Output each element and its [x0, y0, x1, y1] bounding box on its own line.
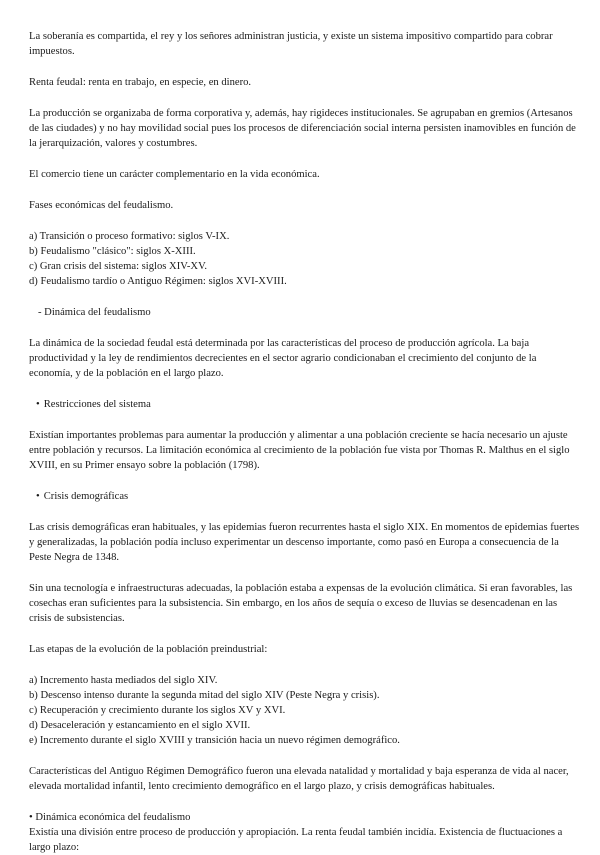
paragraph-feudal-dynamics: La dinámica de la sociedad feudal está determinada por las características del proceso de producción agrícola. La baja productividad y la ley de rendimientos decrecientes en el sector agrario condicionaban el crecimiento del conjunto de la economía, y de la población en el largo plazo. — [29, 338, 537, 379]
phases-list — [29, 229, 582, 289]
section-heading-text: Restricciones del sistema — [43, 399, 151, 410]
list-item: d) Desaceleración y estancamiento en el siglo XVII. — [29, 720, 251, 731]
list-item: d) Feudalismo tardío o Antiguo Régimen: siglos XVI-XVIII. — [29, 276, 287, 287]
list-item: c) Gran crisis del sistema: siglos XIV-XV. — [29, 261, 208, 272]
section-heading-text: Crisis demográficas — [43, 491, 129, 502]
paragraph-climate: Sin una tecnología e infraestructuras adecuadas, la población estaba a expensas de la evolución climática. Si eran favorables, las cosechas eran suficientes para la subsistencia. Sin embargo, en los años de sequía o exceso de lluvias se desencadenan en las crisis de subsistencias. — [29, 583, 573, 624]
paragraph-demographic-crises: Las crisis demográficas eran habituales, y las epidemias fueron recurrentes hasta el siglo XIX. En momentos de epidemias fuertes y generalizadas, la población podía incluso experimentar un descenso importante, como pasó en Europa a consecuencia de la Peste Negra de 1348. — [29, 522, 580, 563]
paragraph-production-division: Existía una división entre proceso de producción y apropiación. La renta feudal también incidía. Existencia de fluctuaciones a largo plazo: — [29, 827, 563, 853]
list-item: a) Transición o proceso formativo: siglos V-IX. — [29, 231, 230, 242]
list-item: e) Incremento durante el siglo XVIII y transición hacia un nuevo régimen demográfico. — [29, 735, 400, 746]
paragraph-commerce: El comercio tiene un carácter complementario en la vida económica. — [29, 169, 320, 180]
paragraph-feudal-rent: Renta feudal: renta en trabajo, en especie, en dinero. — [29, 77, 252, 88]
list-item: a) Incremento hasta mediados del siglo XIV. — [29, 675, 218, 686]
paragraph-phases-heading: Fases económicas del feudalismo. — [29, 200, 174, 211]
list-item: c) Recuperación y crecimiento durante los siglos XV y XVI. — [29, 705, 286, 716]
section-heading-economica: • Dinámica económica del feudalismo — [29, 812, 191, 823]
list-item: b) Descenso intenso durante la segunda mitad del siglo XIV (Peste Negra y crisis). — [29, 690, 380, 701]
bullet-icon: • — [36, 491, 40, 502]
paragraph-restrictions: Existían importantes problemas para aumentar la producción y alimentar a una población creciente se hacía necesario un ajuste entre población y recursos. La limitación económica al crecimiento de la población fue vista por Thomas R. Malthus en el siglo XVIII, en su Primer ensayo sobre la población (1798). — [29, 430, 570, 471]
paragraph-sovereignty: La soberanía es compartida, el rey y los señores administran justicia, y existe un sistema impositivo compartido para cobrar impuestos. — [29, 31, 553, 57]
bullet-icon: • — [36, 399, 40, 410]
stages-list — [29, 673, 582, 748]
paragraph-stages-heading: Las etapas de la evolución de la población preindustrial: — [29, 644, 268, 655]
section-heading-dinamica: - Dinámica del feudalismo — [38, 307, 151, 318]
section-heading-crisis — [29, 489, 582, 504]
section-heading-restricciones — [29, 397, 582, 412]
paragraph-old-regime: Características del Antiguo Régimen Demográfico fueron una elevada natalidad y mortalidad y baja esperanza de vida al nacer, elevada mortalidad infantil, lento crecimiento demográfico en el largo plazo, y crisis demográficas habituales. — [29, 766, 569, 792]
paragraph-production: La producción se organizaba de forma corporativa y, además, hay rigideces institucionales. Se agrupaban en gremios (Artesanos de las ciudades) y no hay movilidad social pues los procesos de diferenciación social interna persisten inamovibles en función de la jerarquización, valores y costumbres. — [29, 108, 576, 149]
list-item: b) Feudalismo "clásico": siglos X-XIII. — [29, 246, 196, 257]
